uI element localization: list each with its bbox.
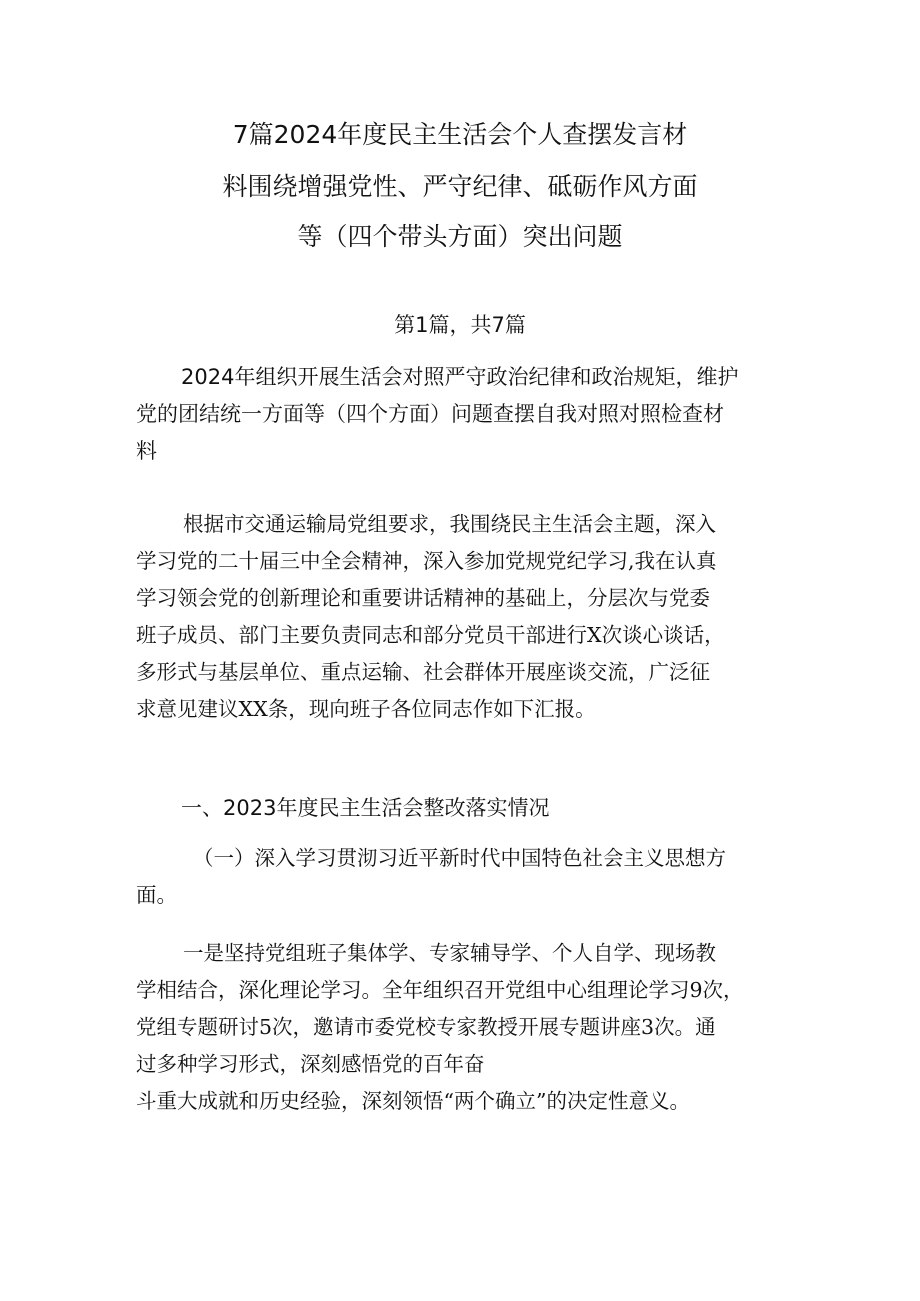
paragraph-line: 斗重大成就和历史经验，深刻领悟“两个确立”的决定性意义。	[136, 1089, 690, 1113]
subsection-heading	[136, 840, 806, 914]
section-heading: 一、2023年度民主生活会整改落实情况	[181, 796, 550, 820]
subheading-line: 党的团结统一方面等（四个方面）问题查摆自我对照对照检查材	[136, 402, 724, 426]
article-subheading	[136, 359, 796, 470]
paragraph-line: 党组专题研讨5次，邀请市委党校专家教授开展专题讲座3次。通	[136, 1015, 716, 1039]
paragraph-line: 学习党的二十届三中全会精神，深入参加党规党纪学习,我在认真	[136, 549, 717, 573]
subsection-line: （一）深入学习贯沏习近平新时代中国特色社会主义思想方	[193, 846, 726, 870]
document-title-line-2: 料围绕增强党性、严守纪律、砥砺作风方面	[222, 172, 698, 201]
paragraph-line: 学相结合，深化理论学习。全年组织召开党组中心组理论学习9次，	[136, 978, 744, 1002]
paragraph-line: 班子成员、部门主要负责同志和部分党员干部进行X次谈心谈话，	[136, 623, 725, 647]
paragraph-line: 一是坚持党组班子集体学、专家辅导学、个人自学、现场教	[183, 941, 716, 965]
paragraph-line: 根据市交通运输局党组要求，我围绕民主生活会主题，深入	[183, 512, 716, 536]
paragraph-line: 多形式与基层单位、重点运输、社会群体开展座谈交流，广泛征	[136, 660, 710, 684]
subheading-line: 料	[136, 439, 157, 463]
paragraph-line: 过多种学习形式，深刻感悟党的百年奋	[136, 1052, 485, 1076]
paragraph-line: 求意见建议XX条，现向班子各位同志作如下汇报。	[136, 697, 596, 721]
page-indicator: 第1篇，共7篇	[394, 313, 526, 337]
body-paragraph	[136, 935, 806, 1120]
paragraph-line: 学习领会党的创新理论和重要讲话精神的基础上，分层次与党委	[136, 586, 710, 610]
document-title-line-1: 7篇2024年度民主生活会个人查摆发言材	[232, 120, 688, 149]
document-title-line-3: 等（四个带头方面）突出问题	[297, 222, 623, 251]
intro-paragraph	[136, 506, 806, 728]
subheading-line: 2024年组织开展生活会对照严守政治纪律和政治规矩，维护	[181, 365, 739, 389]
subsection-line: 面。	[136, 883, 177, 907]
